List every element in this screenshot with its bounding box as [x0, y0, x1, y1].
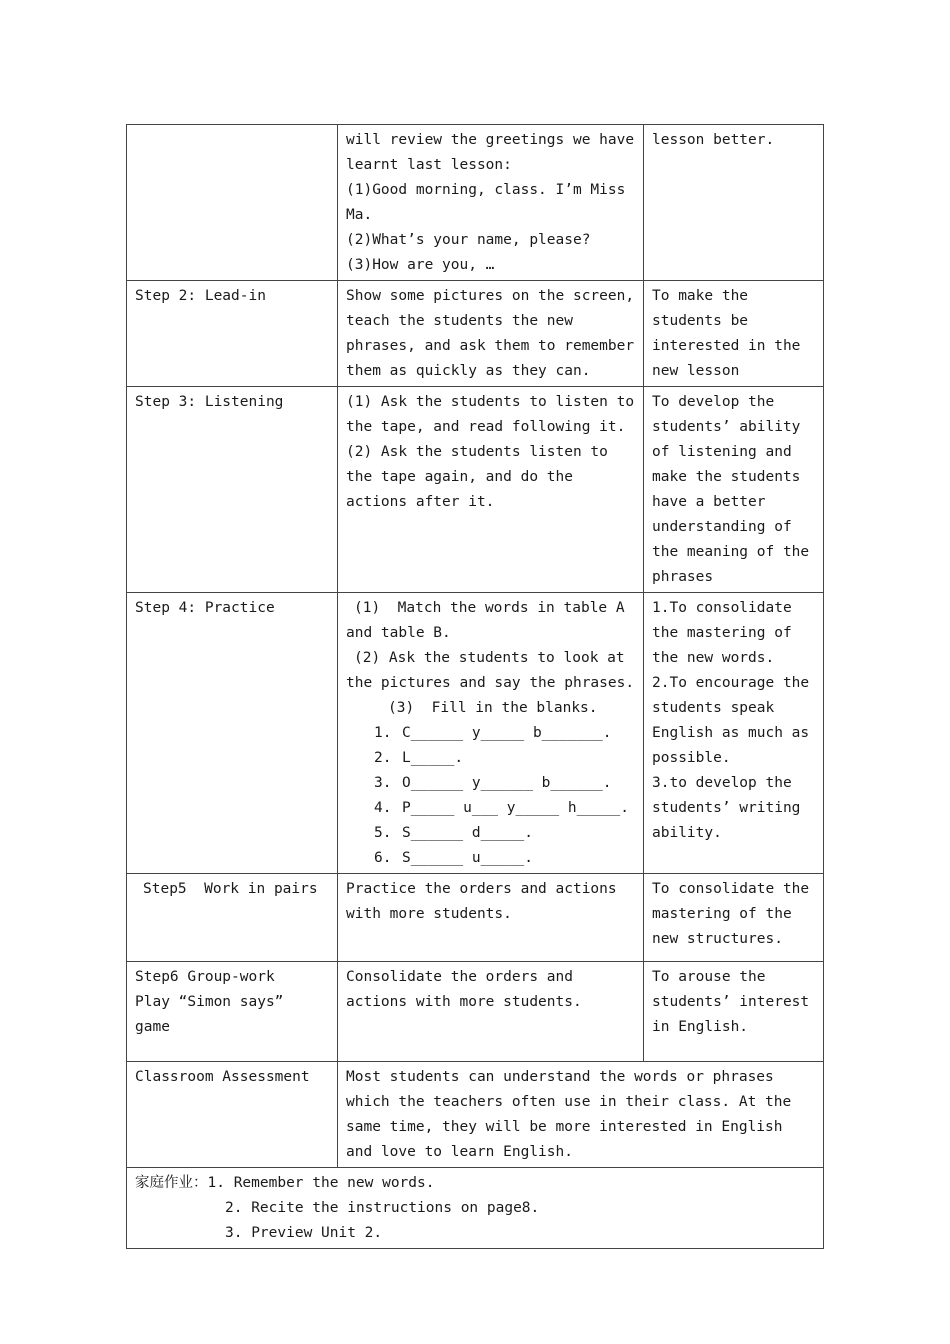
list-item-text: C______ y_____ b_______. [402, 725, 612, 741]
activity-cell [338, 281, 644, 387]
list-item [346, 846, 635, 871]
table-row [127, 125, 824, 281]
step-cell [127, 593, 338, 874]
activity-text: Practice the orders and actions with more students. [346, 881, 617, 922]
activity-text: Show some pictures on the screen, teach the students the new phrases, and ask them to remember them as quickly as they can. [346, 288, 635, 379]
fill-blanks-list [346, 721, 635, 871]
step-cell [127, 874, 338, 962]
activity-line: (1) Match the words in table A [354, 600, 625, 616]
lesson-plan-table [126, 124, 824, 1249]
homework-line [135, 1171, 815, 1196]
purpose-text: To consolidate the mastering of the new structures. [652, 881, 810, 947]
activity-cell [338, 874, 644, 962]
step-cell [127, 281, 338, 387]
activity-line: and table B. [346, 625, 451, 641]
step-label: Step5 Work in pairs [143, 881, 318, 897]
activity-line: (1) Ask the students to listen to the tape, and read following it. [346, 394, 643, 435]
list-item-number: 1. [374, 725, 392, 741]
table-row [127, 874, 824, 962]
activity-cell [338, 387, 644, 593]
activity-cell [338, 125, 644, 281]
step-cell [127, 387, 338, 593]
activity-line: (3)How are you, … [346, 257, 495, 273]
list-item-text: S______ u_____. [402, 850, 533, 866]
step-cell [127, 125, 338, 281]
table-row [127, 387, 824, 593]
list-item [346, 796, 635, 821]
step-label: Step 3: Listening [135, 394, 284, 410]
list-item-text: L_____. [402, 750, 464, 766]
activity-line: (2)What’s your name, please? [346, 232, 591, 248]
list-item-number: 3. [374, 775, 392, 791]
purpose-line: 1.To consolidate the mastering of the new words. [652, 600, 801, 666]
list-item-number: 4. [374, 800, 392, 816]
list-item-text: S______ d_____. [402, 825, 533, 841]
activity-line: (3) Fill in the blanks. [388, 700, 598, 716]
list-item-text: O______ y______ b______. [402, 775, 612, 791]
table-row [127, 593, 824, 874]
activity-line: (2) Ask the students to look at [354, 650, 625, 666]
activity-line: Ma. [346, 207, 373, 223]
list-item-text: P_____ u___ y_____ h_____. [402, 800, 629, 816]
activity-text: Consolidate the orders and actions with more students. [346, 969, 582, 1010]
homework-item: 3. Preview Unit 2. [225, 1225, 383, 1241]
activity-cell [338, 593, 644, 874]
purpose-cell [644, 874, 824, 962]
purpose-line: 3.to develop the students’ writing ability. [652, 775, 810, 841]
purpose-cell [644, 125, 824, 281]
purpose-line: 2.To encourage the students speak English as much as possible. [652, 675, 818, 766]
list-item [346, 821, 635, 846]
list-item-number: 6. [374, 850, 392, 866]
homework-item: 2. Recite the instructions on page8. [225, 1200, 540, 1216]
activity-line: the pictures and say the phrases. [346, 675, 635, 691]
purpose-cell [644, 387, 824, 593]
list-item [346, 746, 635, 771]
purpose-text: To develop the students’ ability of listening and make the students have a better understanding of the meaning of the phrases [652, 394, 810, 585]
table-row [127, 962, 824, 1062]
purpose-cell [644, 281, 824, 387]
purpose-text: To arouse the students’ interest in English. [652, 969, 810, 1035]
homework-item: 1. Remember the new words. [207, 1175, 435, 1191]
activity-line: (1)Good morning, class. I’m Miss [346, 182, 626, 198]
purpose-cell [644, 593, 824, 874]
assessment-cell [338, 1062, 824, 1168]
step-cell [127, 962, 338, 1062]
step-label: Step6 Group-work [135, 969, 275, 985]
assessment-label: Classroom Assessment [135, 1069, 310, 1085]
list-item-number: 2. [374, 750, 392, 766]
list-item [346, 721, 635, 746]
table-row [127, 281, 824, 387]
purpose-text: lesson better. [652, 132, 775, 148]
step-label: game [135, 1019, 170, 1035]
activity-line: (2) Ask the students listen to the tape again, and do the actions after it. [346, 444, 617, 510]
activity-line: learnt last lesson: [346, 157, 512, 173]
homework-cell [127, 1168, 824, 1249]
activity-line: will review the greetings we have [346, 132, 635, 148]
activity-cell [338, 962, 644, 1062]
step-label: Step 4: Practice [135, 600, 275, 616]
step-label: Step 2: Lead-in [135, 288, 266, 304]
step-cell [127, 1062, 338, 1168]
table-row [127, 1062, 824, 1168]
purpose-text: To make the students be interested in the new lesson [652, 288, 801, 379]
homework-label: 家庭作业： [135, 1175, 208, 1191]
table-row [127, 1168, 824, 1249]
assessment-text: Most students can understand the words or phrases which the teachers often use in their class. At the same time, they will be more interested in English and love to learn English. [346, 1069, 792, 1160]
list-item [346, 771, 635, 796]
step-label: Play “Simon says” [135, 994, 284, 1010]
purpose-cell [644, 962, 824, 1062]
list-item-number: 5. [374, 825, 392, 841]
